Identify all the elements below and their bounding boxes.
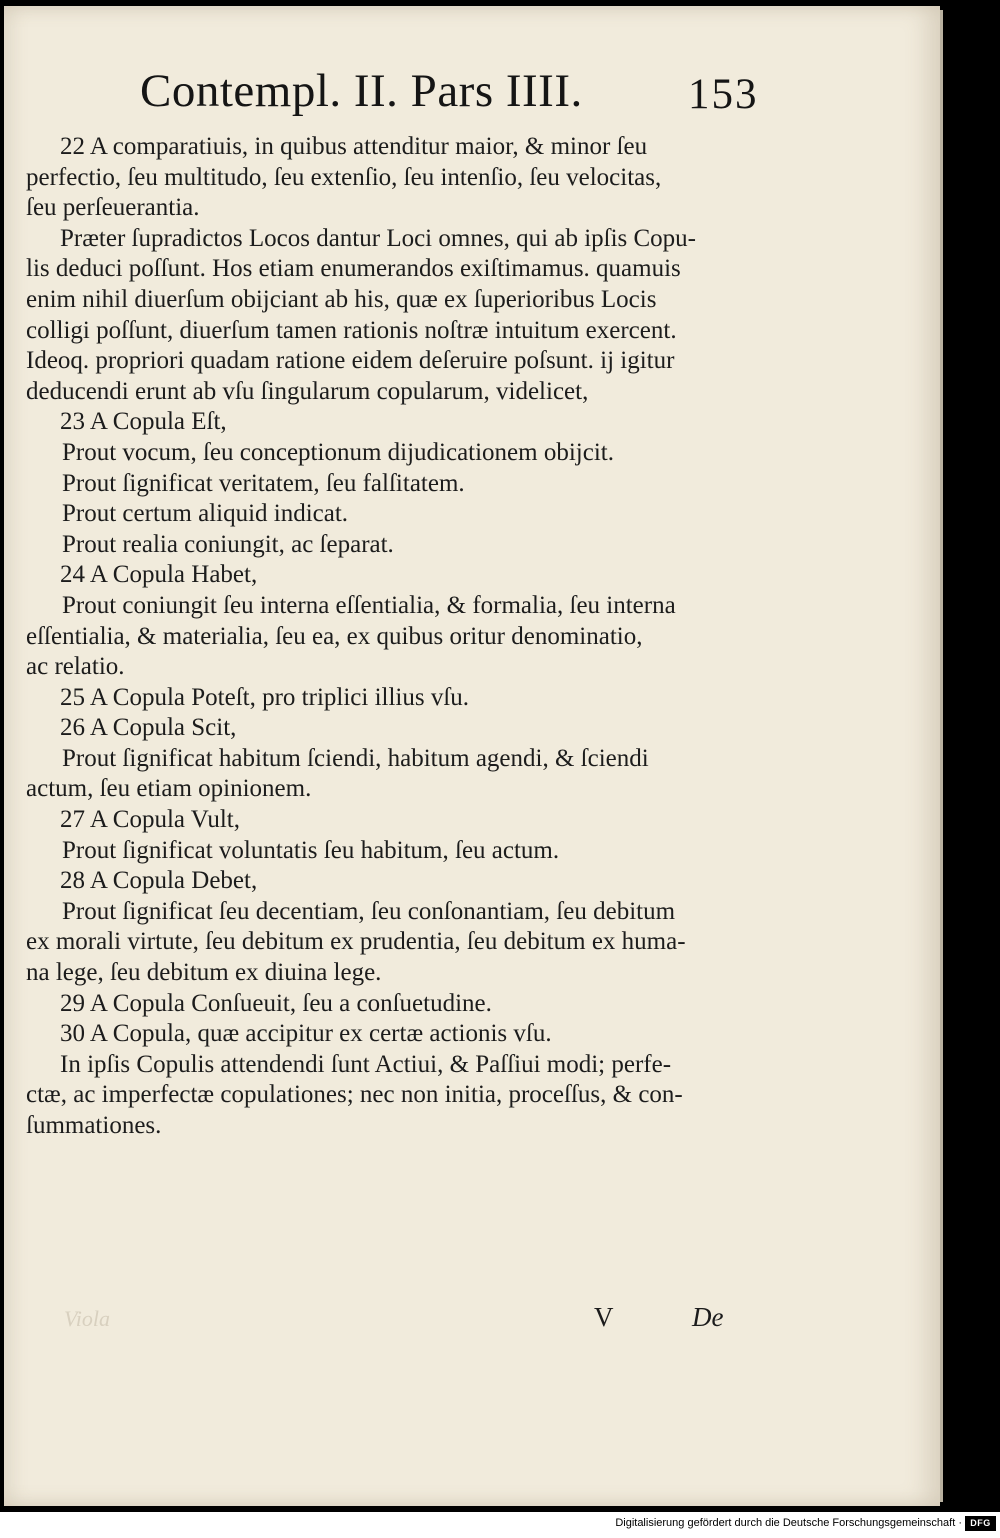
catchword: De bbox=[692, 1302, 724, 1332]
text-line: ſeu perſeuerantia. bbox=[26, 194, 200, 222]
book-page bbox=[4, 6, 940, 1506]
text-line: enim nihil diuerſum obijciant ab his, quæ ex ſuperioribus Locis bbox=[26, 285, 657, 313]
text-line: 27 A Copula Vult, bbox=[60, 806, 241, 834]
text-line: perfectio, ſeu multitudo, ſeu extenſio, ſeu intenſio, ſeu velocitas, bbox=[26, 163, 662, 191]
text-line: 26 A Copula Scit, bbox=[60, 714, 237, 742]
body-text bbox=[26, 132, 786, 1142]
text-line: 23 A Copula Eſt, bbox=[60, 408, 227, 436]
credit-text: Digitalisierung gefördert durch die Deutsche Forschungsgemeinschaft · bbox=[615, 1517, 962, 1529]
text-line: 22 A comparatiuis, in quibus attenditur maior, & minor ſeu bbox=[60, 133, 648, 160]
text-line: ctæ, ac imperfectæ copulationes; nec non initia, proceſſus, & con- bbox=[26, 1081, 683, 1109]
text-line: ac relatio. bbox=[26, 653, 125, 681]
text-line: Prout ſignificat ſeu decentiam, ſeu conſonantiam, ſeu debitum bbox=[62, 897, 676, 925]
page-header bbox=[4, 64, 940, 134]
text-line: lis deduci poſſunt. Hos etiam enumerandos exiſtimamus. quamuis bbox=[26, 255, 681, 283]
text-line: Prout ſignificat voluntatis ſeu habitum, ſeu actum. bbox=[62, 836, 560, 864]
folio-number: 153 bbox=[688, 71, 759, 118]
text-line: 29 A Copula Conſueuit, ſeu a conſuetudine. bbox=[60, 989, 492, 1017]
text-line: 30 A Copula, quæ accipitur ex certæ actionis vſu. bbox=[60, 1020, 552, 1048]
text-line: In ipſis Copulis attendendi ſunt Actiui, & Paſſiui modi; perfe- bbox=[60, 1050, 672, 1078]
text-line: Prout certum aliquid indicat. bbox=[62, 500, 349, 528]
text-line: colligi poſſunt, diuerſum tamen rationis noſtræ intuitum exercent. bbox=[26, 316, 677, 344]
text-line: 24 A Copula Habet, bbox=[60, 561, 258, 589]
text-line: actum, ſeu etiam opinionem. bbox=[26, 775, 312, 803]
text-line: deducendi erunt ab vſu ſingularum copularum, videlicet, bbox=[26, 377, 589, 405]
text-line: Ideoq. propriori quadam ratione eidem deſeruire poſsunt. ij igitur bbox=[26, 347, 675, 375]
text-line: na lege, ſeu debitum ex diuina lege. bbox=[26, 959, 382, 987]
text-line: eſſentialia, & materialia, ſeu ea, ex quibus oritur denominatio, bbox=[26, 622, 643, 650]
text-line: ſummationes. bbox=[26, 1112, 162, 1139]
page-edge bbox=[940, 10, 943, 1502]
dfg-logo: DFG bbox=[965, 1516, 996, 1531]
running-title: Contempl. II. Pars IIII. bbox=[140, 65, 583, 117]
text-line: 25 A Copula Poteſt, pro triplici illius vſu. bbox=[60, 683, 470, 711]
text-line: Prout vocum, ſeu conceptionum dijudicationem obijcit. bbox=[62, 438, 614, 466]
text-line: Præter ſupradictos Locos dantur Loci omnes, qui ab ipſis Copu- bbox=[60, 224, 697, 252]
text-line: Prout ſignificat habitum ſciendi, habitum agendi, & ſciendi bbox=[62, 744, 649, 772]
show-through-text: Viola bbox=[64, 1306, 111, 1331]
text-line: Prout ſignificat veritatem, ſeu falſitatem. bbox=[62, 469, 465, 497]
catchword-line bbox=[4, 1302, 940, 1342]
text-line: Prout coniungit ſeu interna eſſentialia, & formalia, ſeu interna bbox=[62, 591, 676, 619]
text-line: 28 A Copula Debet, bbox=[60, 867, 258, 895]
signature-mark: V bbox=[594, 1302, 614, 1332]
text-line: Prout realia coniungit, ac ſeparat. bbox=[62, 530, 394, 558]
credit-bar bbox=[0, 1512, 1000, 1538]
text-line: ex morali virtute, ſeu debitum ex prudentia, ſeu debitum ex huma- bbox=[26, 928, 686, 956]
